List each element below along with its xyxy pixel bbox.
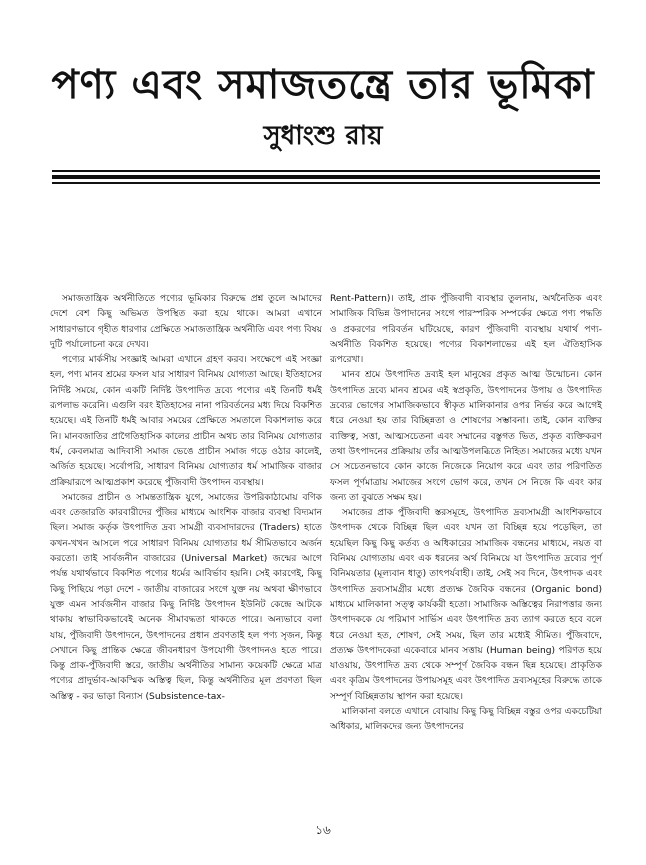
article-title: পণ্য এবং সমাজতন্ত্রে তার ভূমিকা	[51, 62, 595, 108]
paragraph: পণ্যের মার্কসীয় সংজ্ঞাই আমরা এখানে গ্রহণ করব। সংক্ষেপে এই সংজ্ঞা হল, পণ্য মানব শ্রমের ফসল যার সাধারণ বিনিময় যোগ্যতা আছে। ইতিহাসের নির্দিষ্ট সময়ে, কোন একটি নির্দিষ্ট উৎপাদিত দ্রব্যে পণ্যের এই তিনটি ধর্মই রূপলাভ করেনি। এগুলি বরং ইতিহাসের নানা পরিবর্তনের মধ্য দিয়ে বিকশিত হয়েছে। এই তিনটি ধর্মই আবার সময়ের প্রেক্ষিতে সমতালে বিকাশলাভ করে নি। মানবজাতির প্রাগৈতিহাসিক কালের প্রাচীন অথচ তার বিনিময় যোগ্যতার ধর্ম, কেবলমাত্র আদিবাসী সমাজ ভেঙে প্রাচীন সমাজ গড়ে ওঠার কালেই, অর্জিত হয়েছে। সর্বোপরি, সাধারণ বিনিময় যোগ্যতার ধর্ম সামাজিক বাজার প্রক্রিয়ারূপে আত্মপ্রকাশ করেছে পুঁজিবাদী উৎপাদন ব্যবস্থায়।	[50, 355, 322, 488]
right-column	[330, 292, 602, 736]
page-number: ১৬	[315, 823, 331, 837]
divider-line-thick	[52, 175, 600, 179]
left-column	[50, 292, 322, 705]
paragraph: সমাজের প্রাচীন ও সামন্ততান্ত্রিক যুগে, সমাজের উপরিকাঠামোয় বণিক এবং তেজারতি কারবারীদের পুঁজির মাধ্যমে আংশিক বাজার ব্যবস্থা বিদ্যমান ছিল। সমাজ কর্তৃক উৎপাদিত দ্রব্য সামগ্রী ব্যবসাদারদের (Traders) হাতে কখন-খখন আসলে পরে সাধারণ বিনিময় যোগ্যতার ধর্ম সীমিতভাবে অর্জন করতো। তাই সার্বজনীন বাজারের (Universal Market) জন্মের আগে পর্যন্ত যথার্থভাবে বিকশিত পণ্যের ধর্মের আবির্ভাব হয়নি। সেই কারণেই, কিছু কিছু পিছিয়ে পড়া দেশে - জাতীয় বাজারের সংগে যুক্ত নয় অথবা ক্ষীণভাবে যুক্ত এমন সার্বজনীন বাজার কিছু নির্দিষ্ট উৎপাদন ইউনিট কেন্দ্রে আটকে থাকায় স্বাভাবিকভাবেই অনেক সীমাবদ্ধতা থাকতে পারে। অন্যভাবে বলা যায়, পুঁজিবাদী উৎপাদনে, উৎপাদনের প্রধান প্রবণতাই হল পণ্য সৃজন, কিন্তু সেখানে কিছু প্রান্তিক ক্ষেত্রে জীবনধারণ উপযোগী উৎপাদনও হতে পারে। কিন্তু প্রাক-পুঁজিবাদী স্তরে, জাতীয় অর্থনীতির সামান্য কয়েকটি ক্ষেত্রে মাত্র পণ্যের প্রাদুর্ভাব-আকস্মিক অস্তিত্ব ছিল, কিন্তু অর্থনীতির মূল প্রবণতা ছিল অস্তিত্ব - কর ভাড়া বিন্যাস (Subsistence-tax-	[50, 492, 322, 702]
divider-line-bottom	[52, 182, 600, 184]
paragraph: মালিকানা বলতে এখানে বোঝায় কিছু কিছু বিচ্ছিন্ন বস্তুর ওপর একচেটিয়া অধিকার, মালিকদের জন্য উৎপাদনের	[330, 707, 602, 733]
author-name: সুধাংশু রায়	[263, 121, 383, 151]
paragraph: মানব শ্রমে উৎপাদিত দ্রব্যই হল মানুষের প্রকৃত আত্ম উন্মোচন। কোন উৎপাদিত দ্রব্যে মানব শ্রমের এই স্বপ্রকৃতি, উৎপাদনের উপায় ও উৎপাদিত দ্রব্যের ভোগের সামাজিকভাবে স্বীকৃত মালিকানার ওপর নির্ভর করে আগেই ধরে নেওয়া হয় তার বিচ্ছিন্নতা ও শোষণের সম্ভাবনা। তাই, কোন ব্যক্তির ব্যক্তিত্ব, সত্তা, আত্মসচেতনা এবং সম্মানের বস্তুগত ভিত, প্রকৃত ব্যক্তিকরণ তথা উৎপাদনের প্রক্রিয়ায় তাঁর আত্মউপলব্ধিতে নিহিত। সমাজের মধ্যে যখন সে সচেতনভাবে কোন কাজে নিজেকে নিয়োগ করে এবং তার পরিণতিত ফসল পূর্ণমাত্রায় সমাজের সংগে ভোগ করে, তখন সে নিজে কি এবং কার জন্য তা বুঝতে সক্ষম হয়।	[330, 370, 602, 503]
paragraph: Rent-Pattern)। তাই, প্রাক পুঁজিবাদী ব্যবস্থার তুলনায়, অর্থনৈতিক এবং সামাজিক বিভিন্ন উপাদানের সংগে পারস্পরিক সম্পর্কের ক্ষেত্রে পণ্য পদ্ধতি ও প্রকরণের পরিবর্তন ঘটিয়েছে, কারণ পুঁজিবাদী ব্যবস্থায় যথার্থ পণ্য-অর্থনীতি বিকশিত হয়েছে। পণ্যের বিকাশলাভের এই হল ঐতিহাসিক রূপরেখা।	[330, 294, 602, 366]
divider-line-top	[52, 170, 600, 172]
paragraph: সমাজের প্রাক পুঁজিবাদী স্তরসমূহে, উৎপাদিত দ্রব্যসামগ্রী আংশিকভাবে উৎপাদক থেকে বিচ্ছিন্ন ছিল এবং যখন তা বিচ্ছিন্ন হয়ে পড়েছিল, তা হয়েছিল কিছু কিছু কর্তব্য ও অধিকারের সামাজিক বন্ধনের মাধ্যমে, নয়ত বা বিনিময় যোগ্যতায় এবং এক ধরনের অর্থ বিনিময়ে যা উৎপাদিত দ্রব্যের পূর্ণ বিনিময়তার (মূল্যবান ধাতু) তাৎপর্যবাহী। তাই, সেই সব দিনে, উৎপাদক এবং উৎপাদিত দ্রব্যসামগ্রীর মধ্যে প্রত্যক্ষ জৈবিক বন্ধনের (Organic bond) মাধ্যমে মালিকানা সত্ত্ব কার্যকরী হতো। সামাজিক অস্তিত্বের নিরাপত্তার জন্য উৎপাদককে যে পরিমাণ সার্ভিস এবং উৎপাদিত দ্রব্য ত্যাগ করতে হবে বলে ধরে নেওয়া হত, শোষণ, সেই সময়, ছিল তার মধ্যেই সীমিত। পুঁজিবাদে, প্রত্যক্ষ উৎপাদকেরা একেবারে মানব সত্তায় (Human being) পরিণত হয়ে যাওয়ায়, উৎপাদিত দ্রব্য থেকে সম্পূর্ণ জৈবিক বন্ধন ছিন্ন হয়েছে। প্রাকৃতিক এবং কৃত্রিম উৎপাদনের উপায়সমূহ এবং উৎপাদিত দ্রব্যসমূহের বিরুদ্ধে তাকে সম্পূর্ণ বিচ্ছিন্নতায় স্থাপন করা হয়েছে।	[330, 508, 602, 702]
paragraph: সমাজতান্ত্রিক অর্থনীতিতে পণ্যের ভূমিকার বিরুদ্ধে প্রশ্ন তুলে আমাদের দেশে বেশ কিছু অভিমত উপস্থিত করা হয়ে থাকে। আমরা এখানে সাধারণভাবে গৃহীত ধারণার প্রেক্ষিতে সমাজতান্ত্রিক অর্থনীতি এবং পণ্য বিষয় দুটি পর্যালোচনা করে দেখব।	[50, 294, 322, 350]
